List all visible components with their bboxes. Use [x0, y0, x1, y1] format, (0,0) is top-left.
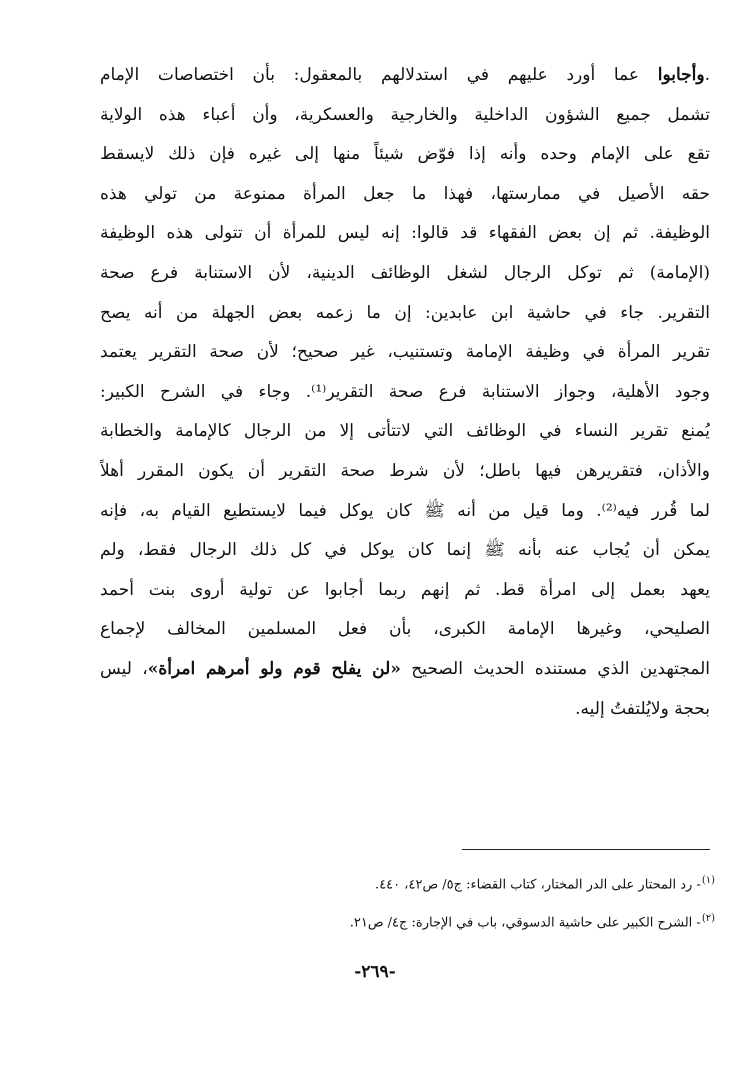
- footnote-2: [150, 900, 715, 938]
- text-line-14: يعهد بعمل إلى امرأة قط. ثم إنهم ربما أجابوا عن تولية أروى بنت أحمد: [100, 579, 710, 600]
- footnote-2-mark: (٢): [701, 913, 715, 924]
- text-line-8: تقرير المرأة في وظيفة الإمامة وتستنيب، غير صحيح؛ لأن صحة التقرير يعتمد: [100, 342, 710, 363]
- hadith-quote: «لن يفلح قوم ولو أمرهم امرأة»: [147, 658, 401, 679]
- text-line-2: تشمل جميع الشؤون الداخلية والخارجية والعسكرية، وأن أعباء هذه الولاية: [100, 104, 710, 125]
- text-line-3: تقع على الإمام وحده وأنه إذا فوّض شيئاً منها إلى غيره فإن ذلك لايسقط: [100, 144, 710, 165]
- text-line-12: لما قُرر فيه⁽²⁾. وما قيل من أنه ﷺ كان يوكل فيما لايستطيع القيام به، فإنه: [100, 500, 710, 521]
- text-line-17: بحجة ولايُلتفتُ إليه.: [575, 698, 710, 719]
- text-line-9: وجود الأهلية، وجواز الاستنابة فرع صحة التقرير⁽¹⁾. وجاء في الشرح الكبير:: [100, 381, 710, 402]
- page-number: -٢٦٩-: [354, 962, 396, 982]
- text-line-11: والأذان، فتقريرهن فيها باطل؛ لأن شرط صحة التقرير أن يكون المقرر أهلاً: [100, 460, 710, 481]
- footnote-1: [150, 862, 715, 900]
- text-line-1: .وأجابوا عما أورد عليهم في استدلالهم بالمعقول: بأن اختصاصات الإمام: [100, 65, 710, 85]
- footnotes: [150, 862, 715, 938]
- text-line-16: المجتهدين الذي مستنده الحديث الصحيح «لن يفلح قوم ولو أمرهم امرأة»، ليس: [100, 658, 710, 679]
- text-line-7: التقرير. جاء في حاشية ابن عابدين: إن ما زعمه بعض الجهلة من أنه يصح: [100, 302, 710, 323]
- text-line-15: الصليحي، وغيرها الإمامة الكبرى، بأن فعل المسلمين المخالف لإجماع: [100, 619, 710, 640]
- footnote-1-text: - رد المحتار على الدر المختار، كتاب القضاء: ج٥/ ص٤٢، ٤٤٠.: [375, 877, 701, 893]
- text-line-13: يمكن أن يُجاب عنه بأنه ﷺ إنما كان يوكل في كل ذلك الرجال فقط، ولم: [100, 540, 710, 561]
- text-line-6: (الإمامة) ثم توكل الرجال لشغل الوظائف الدينية، لأن الاستنابة فرع صحة: [100, 262, 710, 283]
- footnote-2-text: - الشرح الكبير على حاشية الدسوقي، باب في الإجارة: ج٤/ ص٢١.: [349, 915, 701, 931]
- text-line-10: يُمنع تقرير النساء في الوظائف التي لاتتأتى إلا من الرجال كالإمامة والخطابة: [100, 421, 710, 442]
- text-line-5: الوظيفة. ثم إن بعض الفقهاء قد قالوا: إنه ليس للمرأة أن تتولى هذه الوظيفة: [100, 223, 710, 244]
- main-text-block: [100, 56, 710, 729]
- footnote-divider: [462, 849, 710, 850]
- lead-word: وأجابوا: [657, 65, 705, 85]
- text-line-4: حقه الأصيل في ممارستها، فهذا ما جعل المرأة ممنوعة من تولي هذه: [100, 183, 710, 204]
- footnote-1-mark: (١): [701, 875, 715, 886]
